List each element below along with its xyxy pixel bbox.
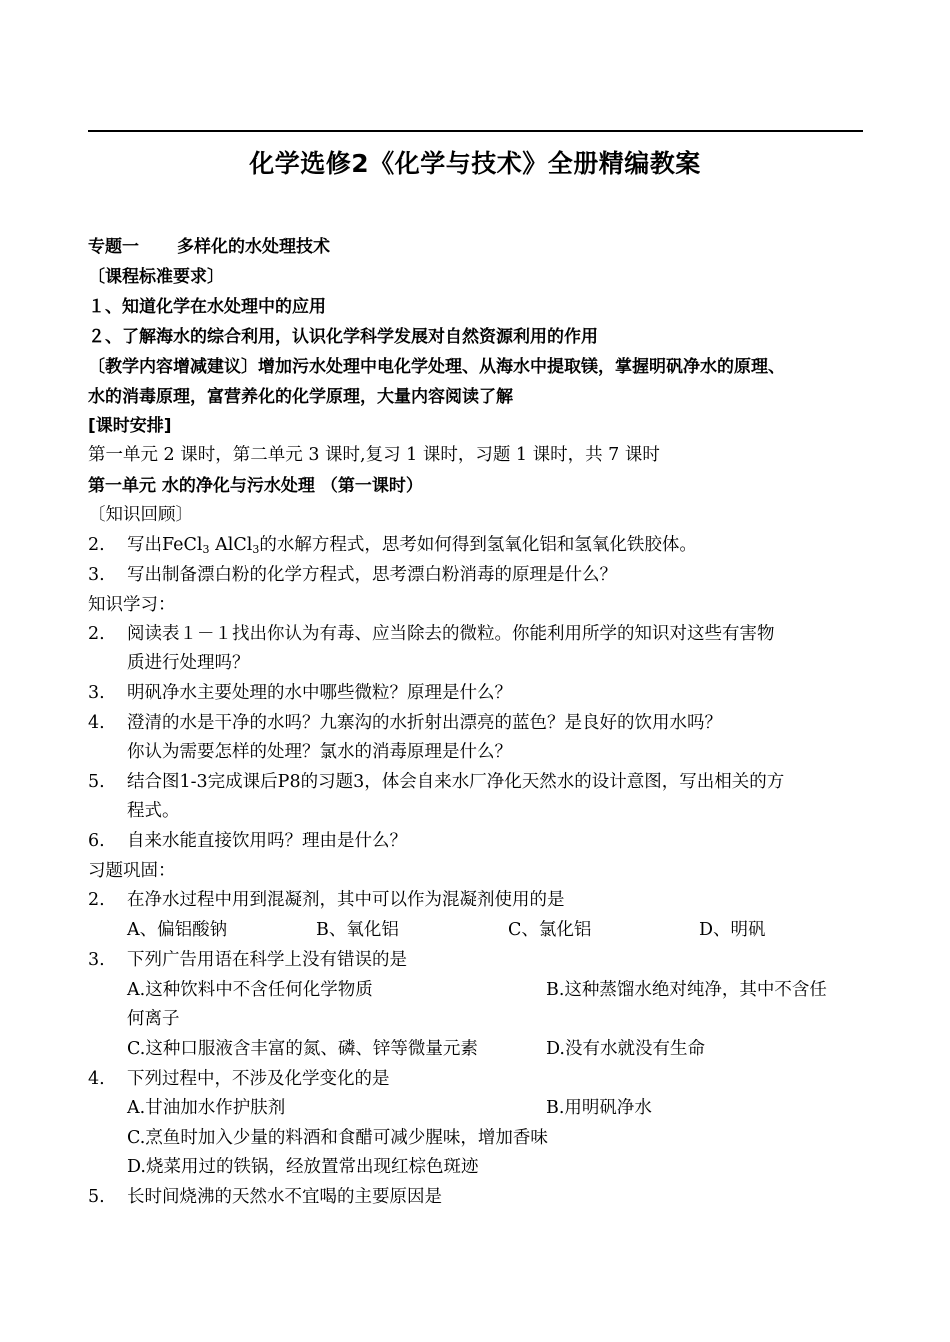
topic-label: 专题一	[88, 237, 139, 257]
study-item-continuation: 质进行处理吗？	[127, 653, 250, 673]
list-number: 3.	[88, 683, 105, 703]
list-number: 4.	[88, 713, 105, 733]
study-item-continuation: 你认为需要怎样的处理？氯水的消毒原理是什么？	[127, 742, 512, 762]
option-d: D.没有水就没有生命	[546, 1039, 705, 1059]
teaching-suggestion-line: 〔教学内容增减建议〕增加污水处理中电化学处理、从海水中提取镁，掌握明矾净水的原理、	[88, 357, 785, 377]
exercise-question: 下列过程中，不涉及化学变化的是	[127, 1069, 390, 1089]
list-number: 2.	[88, 890, 105, 910]
schedule-header: [课时安排]	[88, 416, 172, 436]
review-header: 〔知识回顾〕	[88, 505, 193, 525]
list-number: 2.	[88, 535, 105, 555]
review-item: 写出制备漂白粉的化学方程式，思考漂白粉消毒的原理是什么？	[127, 565, 617, 585]
study-item: 明矾净水主要处理的水中哪些微粒？原理是什么？	[127, 683, 512, 703]
option-a: A、偏铝酸钠	[127, 920, 228, 940]
teaching-suggestion-line: 水的消毒原理，富营养化的化学原理，大量内容阅读了解	[88, 387, 513, 407]
list-number: 5.	[88, 772, 105, 792]
curriculum-header: 〔课程标准要求〕	[88, 267, 224, 287]
study-header: 知识学习：	[88, 595, 176, 615]
exercise-question: 长时间烧沸的天然水不宜喝的主要原因是	[127, 1187, 442, 1207]
option-b: B、氧化铝	[316, 920, 399, 940]
option-a: A.这种饮料中不含任何化学物质	[127, 980, 373, 1000]
option-b-continuation: 何离子	[127, 1009, 180, 1029]
unit-title: 第一单元 水的净化与污水处理 （第一课时）	[88, 476, 423, 496]
document-title: 化学选修2《化学与技术》全册精编教案	[249, 149, 701, 178]
study-item: 澄清的水是干净的水吗？九寨沟的水折射出漂亮的蓝色？是良好的饮用水吗？	[127, 713, 722, 733]
list-number: 6.	[88, 831, 105, 851]
option-c: C.这种口服液含丰富的氮、磷、锌等微量元素	[127, 1039, 478, 1059]
list-number: 5.	[88, 1187, 105, 1207]
curriculum-item: １、知道化学在水处理中的应用	[88, 297, 326, 317]
topic-name: 多样化的水处理技术	[177, 237, 330, 257]
review-item: 写出FeCl$_3$ AlCl$_3$的水解方程式，思考如何得到氢氧化铝和氢氧化铁胶体。	[127, 535, 697, 556]
option-c: C.烹鱼时加入少量的料酒和食醋可减少腥味，增加香味	[127, 1128, 548, 1148]
option-c: C、氯化铝	[508, 920, 592, 940]
study-item: 阅读表１－１找出你认为有毒、应当除去的微粒。你能利用所学的知识对这些有害物	[127, 624, 775, 644]
option-a: A.甘油加水作护肤剂	[127, 1098, 286, 1118]
schedule-text: 第一单元 2 课时，第二单元 3 课时,复习 1 课时，习题 1 课时，共 7 课时	[88, 445, 660, 465]
list-number: 3.	[88, 565, 105, 585]
study-item: 结合图1-3完成课后P8的习题3，体会自来水厂净化天然水的设计意图，写出相关的方	[127, 772, 785, 792]
exercise-header: 习题巩固：	[88, 861, 176, 881]
study-item: 自来水能直接饮用吗？理由是什么？	[127, 831, 407, 851]
list-number: 3.	[88, 950, 105, 970]
exercise-question: 下列广告用语在科学上没有错误的是	[127, 950, 407, 970]
list-number: 4.	[88, 1069, 105, 1089]
header-rule	[88, 130, 863, 132]
study-item-continuation: 程式。	[127, 801, 180, 821]
option-d: D、明矾	[699, 920, 766, 940]
list-number: 2.	[88, 624, 105, 644]
exercise-question: 在净水过程中用到混凝剂，其中可以作为混凝剂使用的是	[127, 890, 565, 910]
option-b: B.用明矾净水	[546, 1098, 652, 1118]
curriculum-item: ２、了解海水的综合利用，认识化学科学发展对自然资源利用的作用	[88, 327, 598, 347]
option-b: B.这种蒸馏水绝对纯净，其中不含任	[546, 980, 827, 1000]
option-d: D.烧菜用过的铁锅，经放置常出现红棕色斑迹	[127, 1157, 479, 1177]
topic-heading	[88, 235, 330, 259]
